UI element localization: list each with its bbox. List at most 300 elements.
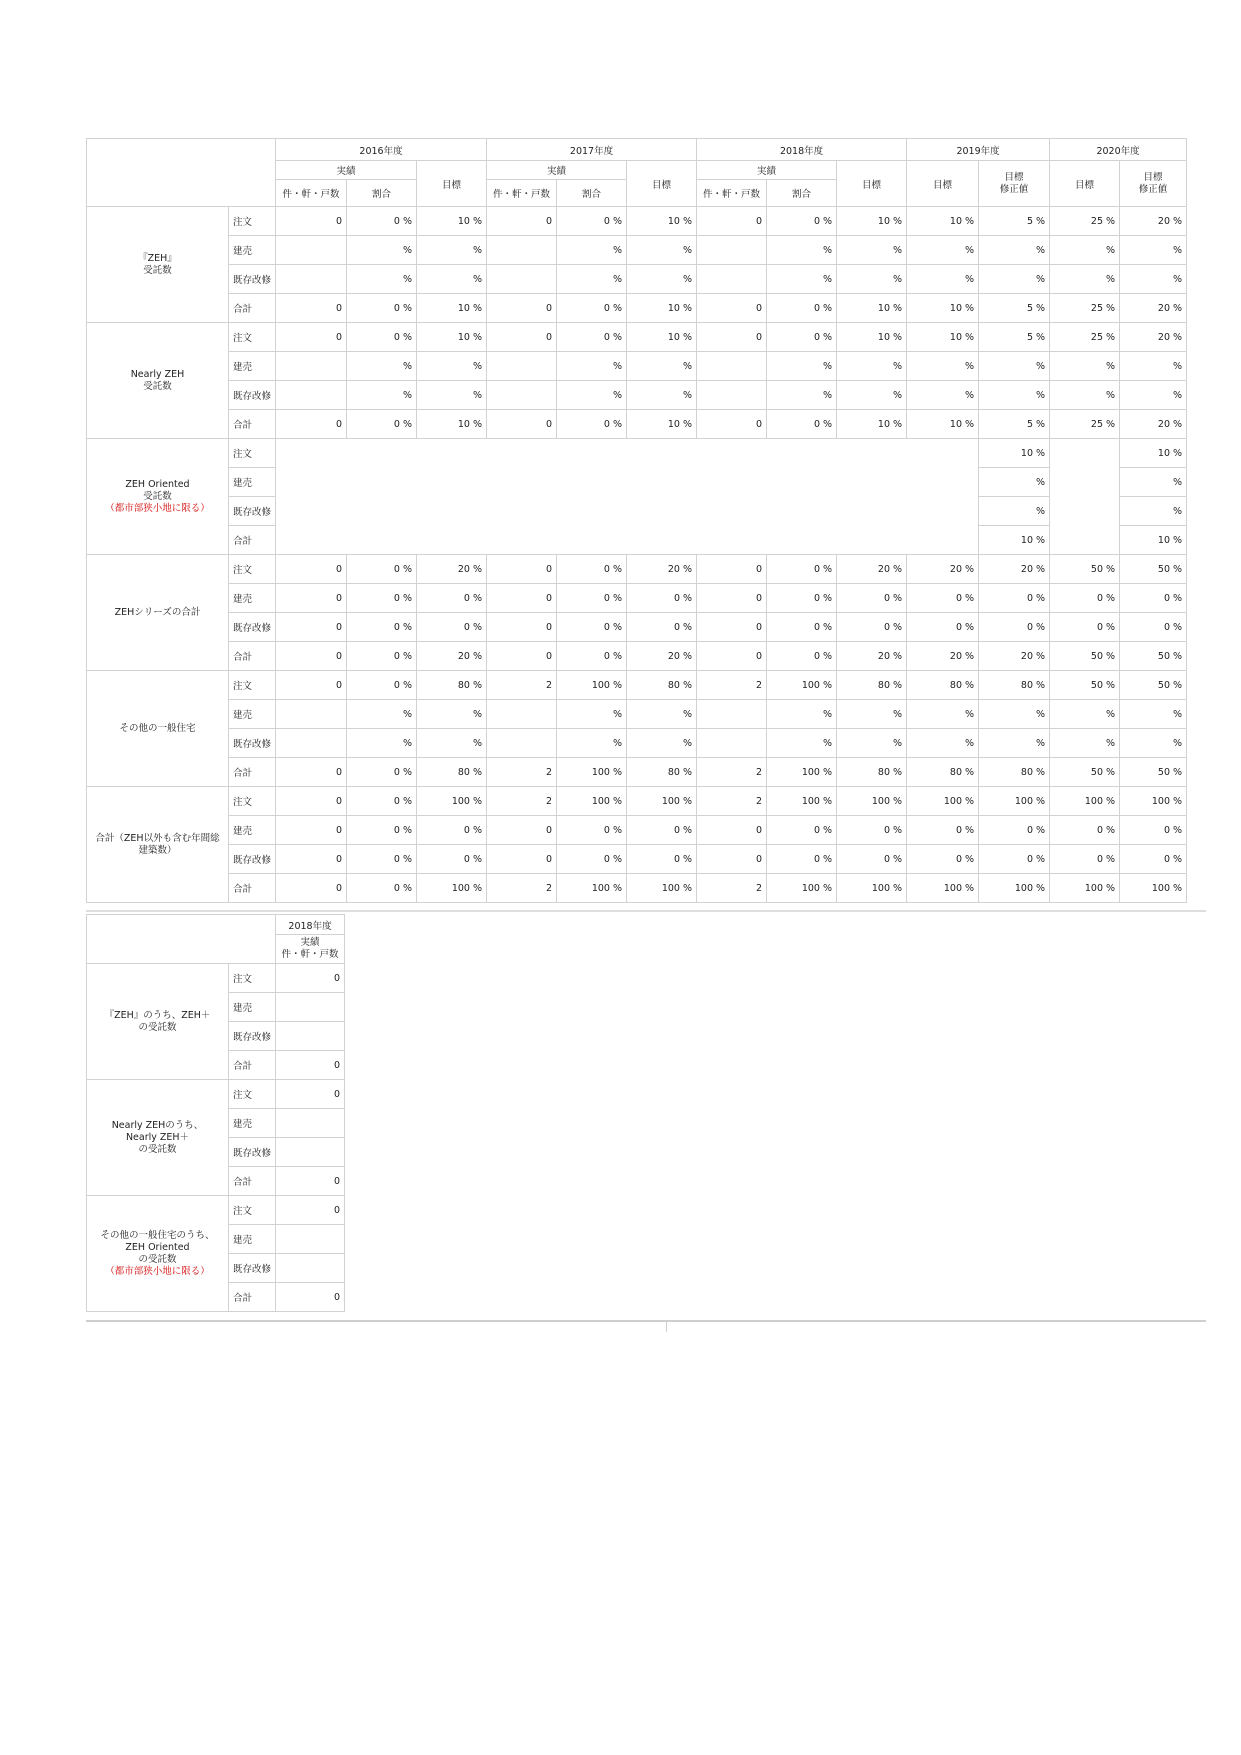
value-cell: 20 % [837,642,907,671]
value-cell: 80 % [627,671,697,700]
value-cell: 0 % [347,555,417,584]
value-cell: 0 [697,816,767,845]
value-cell: 0 % [837,584,907,613]
value-cell: % [837,729,907,758]
table-row [87,671,1187,700]
value-cell: 0 % [347,874,417,903]
value-cell: 0 % [907,845,979,874]
value-cell: 0 % [767,845,837,874]
ratio-header: 割合 [557,180,627,207]
count-header: 件・軒・戸数 [487,180,557,207]
value-cell [276,265,347,294]
bottom-rule [86,1320,1206,1322]
value-cell: 0 % [347,584,417,613]
value-cell: 100 % [767,787,837,816]
value-cell: 0 [697,613,767,642]
value-cell: % [1050,381,1120,410]
value-cell: 0 [276,1196,345,1225]
value-cell: % [627,381,697,410]
value-cell: 0 % [1050,584,1120,613]
value-cell: 25 % [1050,323,1120,352]
value-cell: 0 % [627,816,697,845]
value-cell: 100 % [557,671,627,700]
value-cell: 0 % [557,845,627,874]
value-cell: 50 % [1050,555,1120,584]
row-label: 既存改修 [229,845,276,874]
value-cell: % [1120,352,1187,381]
value-cell: 0 [487,642,557,671]
row-label: 既存改修 [229,613,276,642]
row-label: 注文 [229,1196,276,1225]
empty-block [1050,439,1120,555]
value-cell: 0 [487,294,557,323]
value-cell: % [417,352,487,381]
row-label: 既存改修 [229,1254,276,1283]
group-label-text: Nearly ZEHのうち、 Nearly ZEH＋ の受託数 [111,1119,204,1155]
row-label: 注文 [229,671,276,700]
group-note-red: （都市部狭小地に限る） [105,502,210,514]
value-cell: % [837,236,907,265]
year-header-2020: 2020年度 [1050,139,1187,161]
value-cell: 0 % [627,584,697,613]
value-cell [276,1138,345,1167]
value-cell: 80 % [627,758,697,787]
value-cell: 0 % [1120,613,1187,642]
row-label: 注文 [229,1080,276,1109]
value-cell: 80 % [979,671,1050,700]
mokuhyo-header: 目標 [837,161,907,207]
row-label: 建売 [229,1109,276,1138]
value-cell: 100 % [907,787,979,816]
value-cell [697,381,767,410]
row-label: 合計 [229,758,276,787]
value-cell: 50 % [1050,642,1120,671]
value-cell: 10 % [979,439,1050,468]
value-cell: 0 % [557,555,627,584]
value-cell: 0 % [347,816,417,845]
row-label: 注文 [229,323,276,352]
group-label [87,671,229,787]
value-cell: 0 % [347,787,417,816]
value-cell: % [907,381,979,410]
value-cell: 10 % [627,410,697,439]
value-cell: 0 % [1050,613,1120,642]
value-cell: % [1120,729,1187,758]
row-label: 注文 [229,555,276,584]
value-cell: 0 % [627,613,697,642]
table-row [87,352,1187,381]
value-cell: 10 % [979,526,1050,555]
table-row [87,1080,345,1109]
group-label [87,1080,229,1196]
value-cell [487,352,557,381]
value-cell: 5 % [979,294,1050,323]
value-cell: 0 % [767,410,837,439]
value-cell: 0 % [767,584,837,613]
value-cell: 100 % [417,874,487,903]
value-cell: 100 % [767,874,837,903]
value-cell [697,352,767,381]
value-cell: 0 % [767,294,837,323]
value-cell: 100 % [557,874,627,903]
value-cell: 0 [487,816,557,845]
value-cell: 0 % [347,323,417,352]
value-cell: 10 % [1120,526,1187,555]
group-label [87,964,229,1080]
value-cell: % [1120,265,1187,294]
value-cell: 0 [487,555,557,584]
value-cell: 0 % [767,323,837,352]
value-cell: 0 [276,671,347,700]
value-cell: % [1050,700,1120,729]
value-cell [276,381,347,410]
value-cell: 25 % [1050,207,1120,236]
value-cell: 100 % [1050,787,1120,816]
table-row [87,439,1187,468]
value-cell: 2 [697,671,767,700]
value-cell: 2 [487,787,557,816]
value-cell: 10 % [627,323,697,352]
value-cell: % [627,729,697,758]
value-cell: 0 % [557,642,627,671]
value-cell: % [347,236,417,265]
value-cell: % [347,381,417,410]
value-cell: 0 [487,323,557,352]
value-cell: % [347,700,417,729]
value-cell: 20 % [979,555,1050,584]
count-header: 件・軒・戸数 [697,180,767,207]
table-row [87,758,1187,787]
value-cell: 0 [697,323,767,352]
value-cell [487,381,557,410]
row-label: 既存改修 [229,497,276,526]
row-label: 建売 [229,352,276,381]
mokuhyo-header: 目標 [907,161,979,207]
corner-cell [87,139,276,207]
value-cell: % [557,352,627,381]
value-cell: 0 % [557,294,627,323]
value-cell: % [837,381,907,410]
value-cell: 50 % [1120,642,1187,671]
value-cell: 0 % [347,410,417,439]
value-cell: 0 [276,758,347,787]
value-cell [276,236,347,265]
value-cell [697,265,767,294]
value-cell: 25 % [1050,294,1120,323]
value-cell: % [1120,236,1187,265]
table-row [87,787,1187,816]
value-cell: 0 [276,1051,345,1080]
value-cell [697,236,767,265]
value-cell: 10 % [627,207,697,236]
value-cell: 10 % [837,410,907,439]
value-cell: 0 % [417,816,487,845]
value-cell: % [907,700,979,729]
value-cell: 10 % [627,294,697,323]
value-cell: % [979,729,1050,758]
value-cell: 0 % [907,613,979,642]
row-label: 注文 [229,439,276,468]
value-cell: 0 % [557,584,627,613]
value-cell: 0 [276,1080,345,1109]
row-label: 建売 [229,468,276,497]
value-cell [276,729,347,758]
value-cell: 100 % [557,758,627,787]
value-cell [487,729,557,758]
group-note-red: （都市部狭小地に限る） [105,1265,210,1277]
row-label: 建売 [229,816,276,845]
table-row [87,816,1187,845]
group-label [87,439,229,555]
value-cell: 0 [487,584,557,613]
value-cell: 80 % [417,758,487,787]
group-label-text: ZEHシリーズの合計 [114,606,201,618]
value-cell: 0 [276,642,347,671]
value-cell: 100 % [627,874,697,903]
value-cell: 5 % [979,323,1050,352]
value-cell: 0 % [767,816,837,845]
value-cell: 2 [487,874,557,903]
value-cell: 0 [276,845,347,874]
value-cell: 0 [697,294,767,323]
value-cell: 2 [697,787,767,816]
value-cell: 0 % [557,323,627,352]
value-cell: 0 [487,845,557,874]
value-cell: % [627,265,697,294]
value-cell: 20 % [417,555,487,584]
value-cell: % [767,700,837,729]
value-cell: 0 [276,816,347,845]
value-cell: 0 % [557,410,627,439]
table-row [87,964,345,993]
value-cell: 0 [276,1167,345,1196]
value-cell: 0 % [979,816,1050,845]
value-cell: 0 [487,410,557,439]
jisseki-header: 実績 [487,161,627,180]
value-cell: % [979,265,1050,294]
year-header-2018: 2018年度 [697,139,907,161]
value-cell: % [347,352,417,381]
value-cell: 0 % [1050,816,1120,845]
value-cell: 0 % [347,642,417,671]
section-divider [86,910,1206,912]
bottom-rule-divider [666,1322,667,1332]
value-cell: 0 [697,642,767,671]
group-label [87,323,229,439]
value-cell: 0 % [347,671,417,700]
value-cell: 50 % [1120,758,1187,787]
value-cell: 100 % [837,787,907,816]
value-cell: % [557,236,627,265]
value-cell: % [837,352,907,381]
value-cell: 0 [276,555,347,584]
year-header-2017: 2017年度 [487,139,697,161]
value-cell: % [979,352,1050,381]
mokuhyo-header: 目標 [1050,161,1120,207]
table-row [87,207,1187,236]
value-cell: 0 [697,584,767,613]
value-cell: 20 % [1120,294,1187,323]
value-cell: 0 % [837,613,907,642]
value-cell: % [979,468,1050,497]
value-cell: % [557,700,627,729]
value-cell: 10 % [1120,439,1187,468]
value-cell: 20 % [837,555,907,584]
value-cell: % [907,352,979,381]
value-cell: % [627,236,697,265]
value-cell: 0 [276,584,347,613]
table-row [87,874,1187,903]
value-cell: % [557,381,627,410]
group-label [87,555,229,671]
row-label: 合計 [229,294,276,323]
value-cell: % [767,236,837,265]
zeh-plus-table [86,914,345,1312]
value-cell: 20 % [907,555,979,584]
value-cell: % [979,497,1050,526]
value-cell: 20 % [979,642,1050,671]
value-cell: 0 [276,613,347,642]
value-cell: 100 % [907,874,979,903]
value-cell: 0 [697,555,767,584]
group-label-text: 合計（ZEH以外も含む年間総建築数） [95,832,220,856]
value-cell: 0 % [347,845,417,874]
value-cell: 50 % [1120,555,1187,584]
value-cell: 100 % [627,787,697,816]
group-label-text: 『ZEH』のうち、ZEH＋ の受託数 [104,1009,211,1033]
table-row [87,1196,345,1225]
value-cell: 2 [487,758,557,787]
value-cell: 0 % [837,845,907,874]
value-cell: % [1050,729,1120,758]
value-cell: 2 [697,874,767,903]
mokuhyo-shusei-header: 目標 修正値 [979,161,1050,207]
value-cell [276,1254,345,1283]
jisseki-count-header: 実績 件・軒・戸数 [276,935,345,964]
row-label: 既存改修 [229,1138,276,1167]
value-cell: 20 % [1120,323,1187,352]
group-label-text: ZEH Oriented 受託数 [125,478,190,502]
value-cell: 10 % [837,207,907,236]
row-label: 既存改修 [229,265,276,294]
value-cell: 0 % [347,613,417,642]
table-row [87,294,1187,323]
value-cell: 0 % [627,845,697,874]
value-cell: 10 % [907,294,979,323]
value-cell: 0 [276,410,347,439]
value-cell: 100 % [767,758,837,787]
value-cell: % [767,352,837,381]
value-cell: 5 % [979,410,1050,439]
table-row [87,265,1187,294]
value-cell: 80 % [837,671,907,700]
row-label: 合計 [229,410,276,439]
value-cell: % [1050,236,1120,265]
value-cell: 0 [487,613,557,642]
value-cell [276,352,347,381]
value-cell: % [767,381,837,410]
ratio-header: 割合 [767,180,837,207]
value-cell: 10 % [837,323,907,352]
value-cell: % [1050,352,1120,381]
row-label: 建売 [229,584,276,613]
value-cell: 20 % [1120,207,1187,236]
value-cell: % [627,352,697,381]
row-label: 合計 [229,1167,276,1196]
value-cell: 10 % [907,410,979,439]
value-cell [276,700,347,729]
value-cell: 0 % [907,816,979,845]
group-label-text: その他の一般住宅のうち、 ZEH Oriented の受託数 [100,1229,215,1265]
value-cell [276,1109,345,1138]
row-label: 既存改修 [229,381,276,410]
ratio-header: 割合 [347,180,417,207]
value-cell: 10 % [907,323,979,352]
value-cell: 0 % [347,758,417,787]
row-label: 注文 [229,207,276,236]
value-cell: 0 % [557,613,627,642]
row-label: 合計 [229,526,276,555]
value-cell: % [347,729,417,758]
value-cell: 0 % [1120,584,1187,613]
value-cell: 100 % [979,874,1050,903]
value-cell [276,993,345,1022]
value-cell: 0 % [557,816,627,845]
value-cell: % [1120,497,1187,526]
value-cell: % [767,729,837,758]
value-cell: 0 % [979,584,1050,613]
value-cell: % [417,700,487,729]
value-cell: 0 % [767,207,837,236]
value-cell: % [767,265,837,294]
group-label-text: Nearly ZEH 受託数 [130,368,185,392]
value-cell: 0 % [1050,845,1120,874]
value-cell: % [417,236,487,265]
value-cell: 100 % [1050,874,1120,903]
group-label [87,1196,229,1312]
value-cell: 100 % [1120,787,1187,816]
value-cell: 100 % [979,787,1050,816]
year-header-2018: 2018年度 [276,915,345,935]
value-cell: 0 % [767,613,837,642]
value-cell: % [837,700,907,729]
value-cell: % [979,381,1050,410]
value-cell: 25 % [1050,410,1120,439]
value-cell: 20 % [907,642,979,671]
value-cell: 0 % [417,613,487,642]
value-cell: 100 % [417,787,487,816]
row-label: 建売 [229,1225,276,1254]
value-cell: 0 % [767,642,837,671]
value-cell: 10 % [907,207,979,236]
value-cell: 100 % [837,874,907,903]
year-header-2019: 2019年度 [907,139,1050,161]
value-cell: % [557,729,627,758]
table-row [87,845,1187,874]
value-cell: 0 % [347,294,417,323]
value-cell: 50 % [1050,671,1120,700]
table-row [87,613,1187,642]
value-cell: % [979,236,1050,265]
table-row [87,323,1187,352]
value-cell: % [627,700,697,729]
value-cell: % [1050,265,1120,294]
value-cell: % [907,265,979,294]
value-cell: % [557,265,627,294]
table-row [87,700,1187,729]
row-label: 合計 [229,642,276,671]
mokuhyo-header: 目標 [627,161,697,207]
